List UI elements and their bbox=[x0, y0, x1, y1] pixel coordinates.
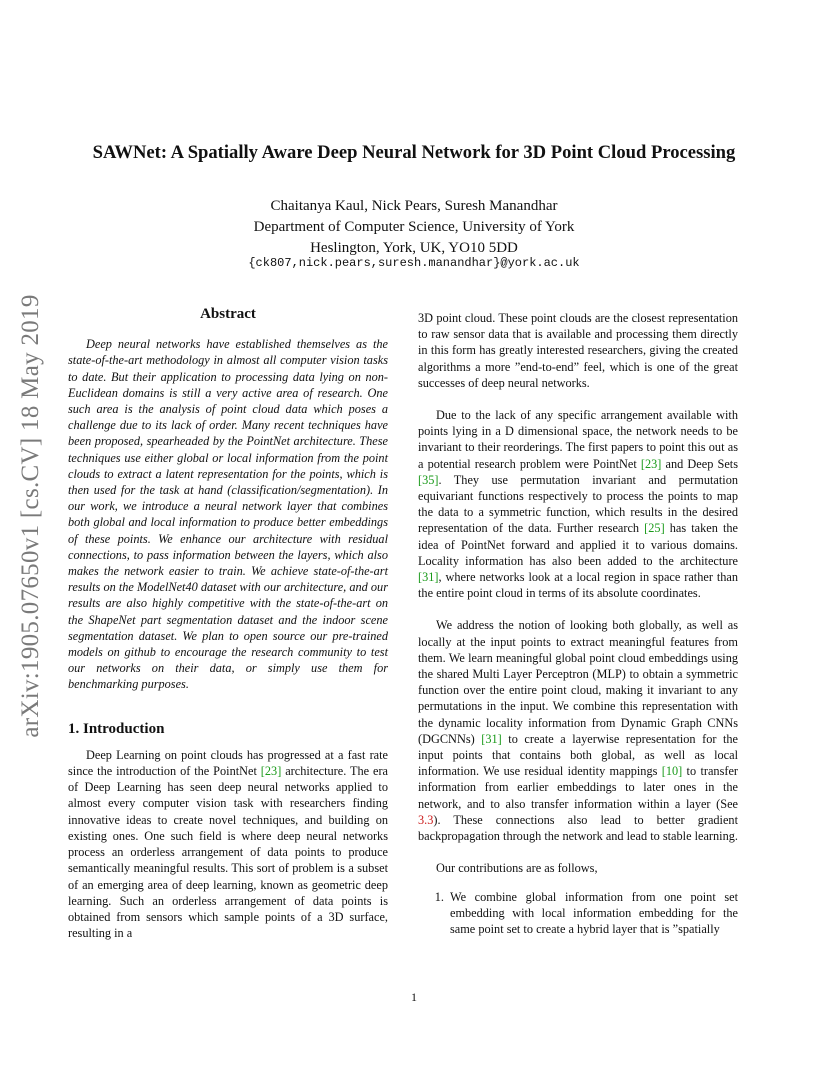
intro-paragraph-1-continued: 3D point cloud. These point clouds are the closest representation to raw sensor data that is available and processing them directly in this form has greatly interested researchers, giving the created algorithms a more ”end-to-end” feel, which is one of the great successes of deep neural networks. bbox=[418, 311, 738, 390]
arxiv-id: arXiv:1905.07650v1 [cs.CV] 18 May 2019 bbox=[17, 294, 44, 738]
citation-link[interactable]: [35] bbox=[418, 472, 439, 487]
abstract-text: Deep neural networks have established themselves as the state-of-the-art methodology in almost all computer vision tasks to date. But their application to processing data lying on non-Euclidean domains is still a very active area of research. One such area is the analysis of point cloud data which poses a challenge due to its lack of order. Many recent techniques have been proposed, spearheaded by the PointNet architecture. These techniques use either global or local information from the point clouds to extract a latent representation for the points, which is then used for the task at hand (classification/segmentation). In our work, we introduce a neural network layer that combines both global and local information to produce better embeddings of these points. We enhance our architecture with residual connections, to pass information between the layers, which also makes the network easier to train. We achieve state-of-the-art results on the ModelNet40 dataset with our architecture, and our results are also highly competitive with the state-of-the-art on the ShapeNet part segmentation dataset and the indoor scene segmentation dataset. We plan to open source our pre-trained models on github to encourage the research community to test our networks on their data, or simply use them for benchmarking purposes. bbox=[68, 337, 388, 692]
text-span: . They use permutation invariant and permutation equivariant functions respectively to process the points to map the data to a symmetric function, which results in the desired representation of the data. Further research bbox=[418, 472, 738, 536]
author-block bbox=[0, 196, 828, 259]
citation-link[interactable]: [31] bbox=[481, 731, 502, 746]
authors: Chaitanya Kaul, Nick Pears, Suresh Manandhar bbox=[270, 198, 558, 214]
list-number: 1. bbox=[434, 889, 444, 904]
citation-link[interactable]: [23] bbox=[640, 456, 662, 471]
list-item-text: We combine global information from one point set embedding with local information embedding for the same point set to create a hybrid layer that is ”spatially bbox=[450, 889, 738, 936]
affiliation: Department of Computer Science, University of York bbox=[253, 219, 575, 235]
text-span: architecture. The era of Deep Learning has seen deep neural networks applied to almost every computer vision task with researchers finding innovative ideas to create novel techniques, and building on existing ones. One such field is where deep neural networks process an orderless arrangement of data points to produce semantically meaningful results. This sort of problem is a subset of an emerging area of deep learning, known as geometric deep learning. Such an orderless arrangement of data points is obtained from sensors which sample points of a 3D surface, resulting in a bbox=[68, 764, 389, 941]
text-span: , where networks look at a local region in space rather than the entire point cloud in terms of its absolute coordinates. bbox=[418, 570, 738, 601]
text-span: Deep Learning on point clouds has progressed at a fast rate since the introduction of the PointNet bbox=[68, 747, 388, 779]
citation-link[interactable]: [10] bbox=[661, 764, 683, 779]
section-heading-introduction: 1. Introduction bbox=[68, 720, 165, 737]
arxiv-sidebar-stamp bbox=[2, 268, 60, 764]
text-span: has taken the idea of PointNet forward and applied it to various domains. Locality information has also been added to the architecture bbox=[418, 521, 738, 568]
paper-title: SAWNet: A Spatially Aware Deep Neural Network for 3D Point Cloud Processing bbox=[92, 142, 736, 163]
right-column bbox=[418, 310, 738, 937]
citation-link[interactable]: [31] bbox=[418, 570, 439, 585]
intro-paragraph-1 bbox=[68, 747, 388, 941]
page-number: 1 bbox=[411, 990, 417, 1004]
text-span: ). These connections also lead to better gradient backpropagation through the network and lead to stable learning. bbox=[418, 812, 738, 844]
email: {ck807,nick.pears,suresh.manandhar}@york.ac.uk bbox=[248, 256, 580, 270]
left-column bbox=[68, 306, 388, 941]
text-span: to transfer information from earlier embeddings to later ones in the network, and to also transfer information within a layer (See bbox=[418, 764, 739, 811]
text-span: and Deep Sets bbox=[661, 456, 739, 471]
text-span: to create a layerwise representation for the input points that contains both global, as well as local information. We use residual identity mappings bbox=[418, 731, 739, 779]
contributions-intro: Our contributions are as follows, bbox=[436, 861, 598, 876]
abstract-heading: Abstract bbox=[200, 306, 256, 322]
citation-link[interactable]: [23] bbox=[260, 764, 282, 779]
intro-paragraph-2 bbox=[418, 407, 738, 601]
citation-link[interactable]: [25] bbox=[644, 521, 665, 536]
intro-paragraph-3 bbox=[418, 617, 738, 844]
contribution-item-1 bbox=[418, 889, 738, 938]
text-span: We address the notion of looking both globally, as well as locally at the input points to extract meaningful features from them. We learn meaningful global point cloud embeddings using the shared Multi Layer Perceptron (MLP) to obtain a symmetric function over the entire point cloud, making it invariant to any permutations in the input. We combine this representation with the dynamic locality information from Dynamic Graph CNNs (DGCNNs) bbox=[418, 618, 738, 746]
text-span: Due to the lack of any specific arrangement available with points lying in a D dimensional space, the network needs to be invariant to their reorderings. The first papers to point this out as a potential research problem were PointNet bbox=[418, 408, 738, 471]
address: Heslington, York, UK, YO10 5DD bbox=[310, 240, 518, 256]
section-reference-link[interactable]: 3.3 bbox=[418, 812, 434, 827]
